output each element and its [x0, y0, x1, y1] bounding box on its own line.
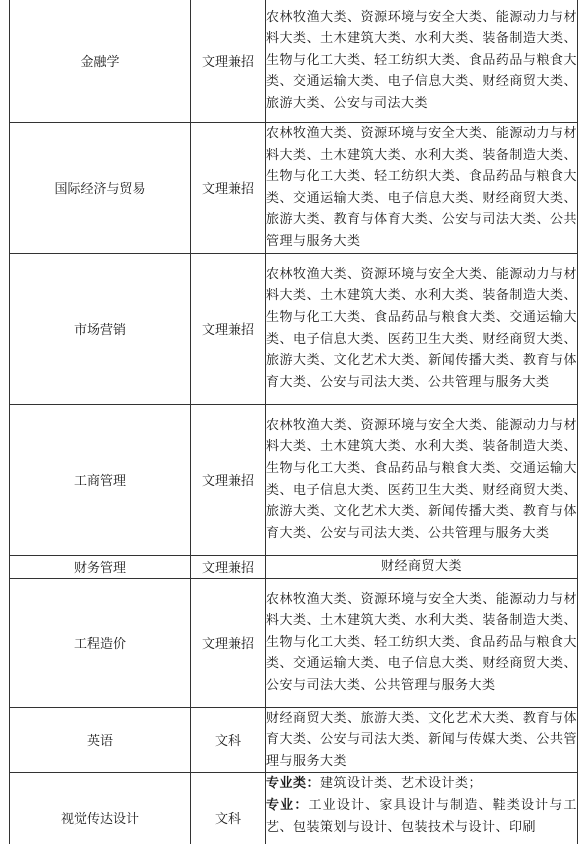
specialty-value: 工业设计、家具设计与制造、鞋类设计与工艺、包装策划与设计、包装技术与设计、印刷 — [266, 797, 577, 835]
major-name: 财务管理 — [10, 555, 191, 578]
admission-table — [9, 0, 578, 844]
specialty-label: 专业： — [266, 797, 309, 813]
table-row — [10, 0, 578, 123]
major-name: 英语 — [10, 707, 191, 773]
eligible-categories — [266, 773, 578, 844]
class-label: 专业类： — [266, 776, 321, 792]
eligible-categories: 农林牧渔大类、资源环境与安全大类、能源动力与材料大类、土木建筑大类、水利大类、装备制造大类、生物与化工大类、食品药品与粮食大类、交通运输大类、电子信息大类、医药卫生大类、财经商贸大类、旅游大类、文化艺术大类、新闻传播大类、教育与体育大类、公安与司法大类、公共管理与服务大类 — [266, 404, 578, 555]
subject-type: 文理兼招 — [191, 123, 266, 254]
major-name: 工商管理 — [10, 404, 191, 555]
table-row — [10, 578, 578, 707]
subject-type: 文理兼招 — [191, 555, 266, 578]
specialty-line — [266, 795, 577, 838]
subject-type: 文理兼招 — [191, 253, 266, 404]
table-row — [10, 773, 578, 844]
subject-type: 文理兼招 — [191, 404, 266, 555]
table-row — [10, 123, 578, 254]
subject-type: 文科 — [191, 773, 266, 844]
table-row — [10, 707, 578, 773]
table-row — [10, 253, 578, 404]
table-row — [10, 555, 578, 578]
eligible-categories: 农林牧渔大类、资源环境与安全大类、能源动力与材料大类、土木建筑大类、水利大类、装备制造大类、生物与化工大类、轻工纺织大类、食品药品与粮食大类、交通运输大类、电子信息大类、财经商贸大类、旅游大类、教育与体育大类、公安与司法大类、公共管理与服务大类 — [266, 123, 578, 254]
eligible-categories: 财经商贸大类 — [266, 555, 578, 578]
eligible-categories: 财经商贸大类、旅游大类、文化艺术大类、教育与体育大类、公安与司法大类、新闻与传媒大类、公共管理与服务大类 — [266, 707, 578, 773]
subject-type: 文科 — [191, 707, 266, 773]
eligible-categories: 农林牧渔大类、资源环境与安全大类、能源动力与材料大类、土木建筑大类、水利大类、装备制造大类、生物与化工大类、轻工纺织大类、食品药品与粮食大类、交通运输大类、电子信息大类、财经商贸大类、旅游大类、公安与司法大类 — [266, 0, 578, 123]
class-value: 建筑设计类、艺术设计类； — [320, 776, 483, 792]
major-name: 金融学 — [10, 0, 191, 123]
major-name: 工程造价 — [10, 578, 191, 707]
major-name: 国际经济与贸易 — [10, 123, 191, 254]
eligible-categories: 农林牧渔大类、资源环境与安全大类、能源动力与材料大类、土木建筑大类、水利大类、装备制造大类、生物与化工大类、轻工纺织大类、食品药品与粮食大类、交通运输大类、电子信息大类、财经商贸大类、公安与司法大类、公共管理与服务大类 — [266, 578, 578, 707]
major-name: 市场营销 — [10, 253, 191, 404]
major-name: 视觉传达设计 — [10, 773, 191, 844]
subject-type: 文理兼招 — [191, 578, 266, 707]
subject-type: 文理兼招 — [191, 0, 266, 123]
eligible-categories: 农林牧渔大类、资源环境与安全大类、能源动力与材料大类、土木建筑大类、水利大类、装备制造大类、生物与化工大类、食品药品与粮食大类、交通运输大类、电子信息大类、医药卫生大类、财经商贸大类、旅游大类、文化艺术大类、新闻传播大类、教育与体育大类、公安与司法大类、公共管理与服务大类 — [266, 253, 578, 404]
table-row — [10, 404, 578, 555]
class-line — [266, 773, 577, 795]
